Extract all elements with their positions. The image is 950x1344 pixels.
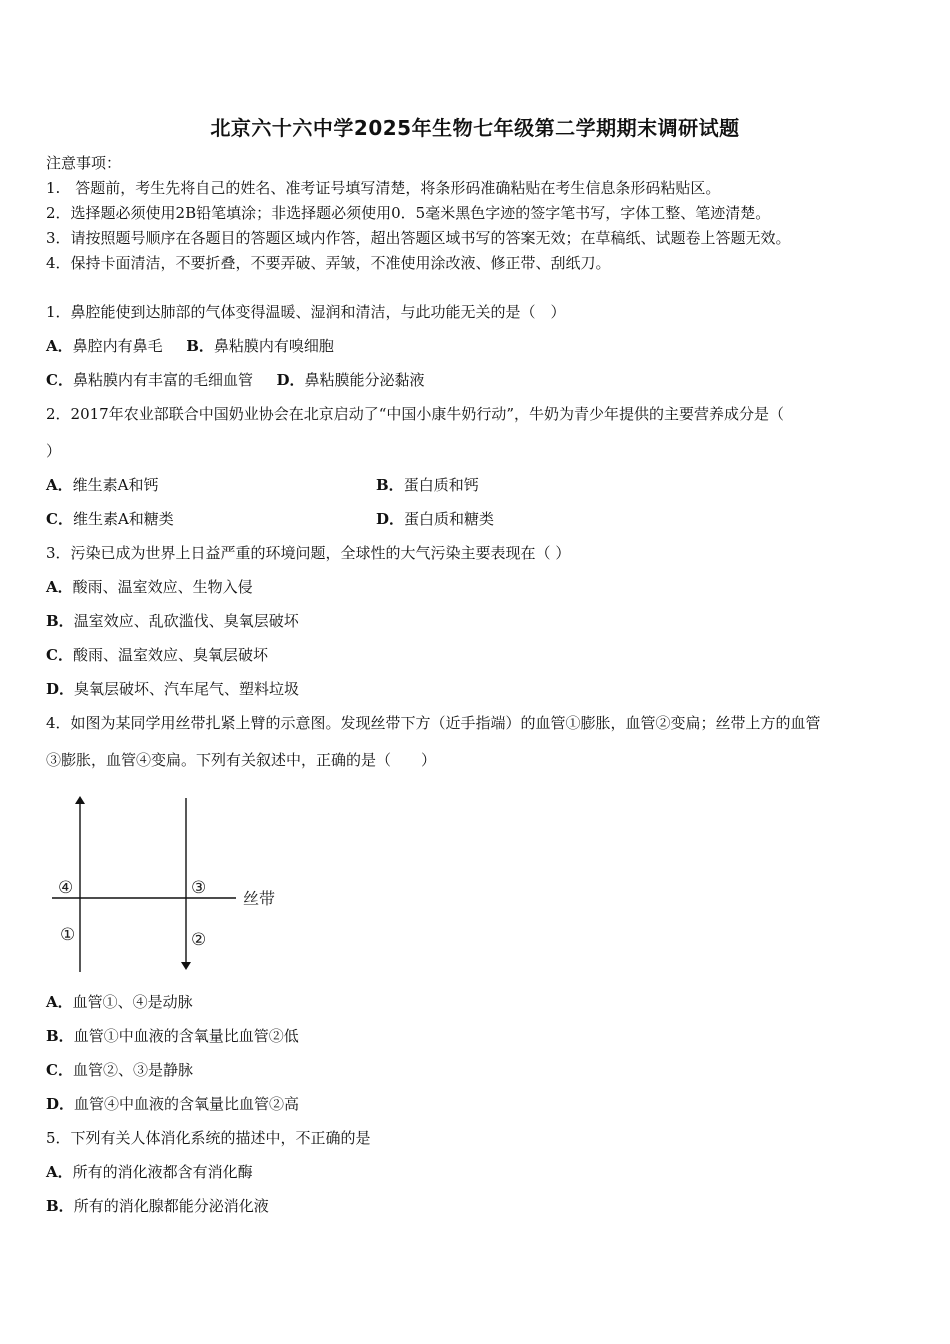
armband-diagram: [44, 790, 294, 980]
notice-item-4: 4．保持卡面清洁，不要折叠，不要弄破、弄皱，不准使用涂改液、修正带、刮纸刀。: [46, 254, 611, 272]
q3-option-c-label: C．: [46, 646, 73, 664]
q3-option-d: 臭氧层破坏、汽车尾气、塑料垃圾: [74, 680, 300, 698]
q3-option-c: 酸雨、温室效应、臭氧层破坏: [72, 646, 268, 664]
q4-option-b: 血管①中血液的含氧量比血管②低: [73, 1027, 299, 1045]
q1-option-a-label: A．: [46, 337, 73, 355]
vessel-4-mark: ④: [58, 878, 74, 898]
band-label: 丝带: [243, 889, 276, 908]
q4-stem-line2: ③膨胀，血管④变扁。下列有关叙述中，正确的是（ ）: [46, 751, 437, 769]
q2-option-d-row: [376, 508, 494, 529]
q2-option-d-label: D．: [376, 510, 405, 528]
page-title: 北京六十六中学2025年生物七年级第二学期期末调研试题: [210, 116, 740, 140]
q1-options-cd: [46, 369, 425, 390]
q2-option-c-row: [46, 508, 174, 529]
q4-option-c-row: [46, 1059, 193, 1080]
q3-option-b-row: [46, 610, 299, 631]
q5-stem: 5．下列有关人体消化系统的描述中，不正确的是: [46, 1129, 371, 1147]
q4-option-a-row: [46, 991, 193, 1012]
q5-option-a-label: A．: [46, 1163, 73, 1181]
q5-option-b-row: [46, 1195, 269, 1216]
q5-option-a-row: [46, 1161, 253, 1182]
q2-option-d: 蛋白质和糖类: [404, 510, 495, 528]
q1-stem: 1．鼻腔能使到达肺部的气体变得温暖、湿润和清洁，与此功能无关的是（ ）: [46, 303, 566, 321]
q2-stem-line1: 2．2017年农业部联合中国奶业协会在北京启动了“中国小康牛奶行动”，牛奶为青少年提供的主要营养成分是（: [46, 405, 785, 423]
q3-option-b-label: B．: [46, 612, 74, 630]
q3-stem: 3．污染已成为世界上日益严重的环境问题，全球性的大气污染主要表现在（ ）: [46, 544, 571, 562]
q4-option-a-label: A．: [46, 993, 73, 1011]
vessel-2-mark: ②: [191, 930, 207, 950]
q3-option-d-label: D．: [46, 680, 75, 698]
q3-option-a-row: [46, 576, 253, 597]
q1-option-d: 鼻粘膜能分泌黏液: [304, 371, 425, 389]
notice-heading: 注意事项：: [46, 154, 122, 172]
q1-option-c-label: C．: [46, 371, 73, 389]
q1-option-c: 鼻粘膜内有丰富的毛细血管: [72, 371, 253, 389]
q2-stem-line2: ）: [46, 442, 62, 460]
notice-item-2: 2．选择题必须使用2B铅笔填涂；非选择题必须使用0．5毫米黑色字迹的签字笔书写，字体工整、笔迹清楚。: [46, 204, 771, 222]
q3-option-a: 酸雨、温室效应、生物入侵: [72, 578, 253, 596]
q5-option-b: 所有的消化腺都能分泌消化液: [73, 1197, 269, 1215]
q2-option-b-row: [376, 474, 479, 495]
q4-option-a: 血管①、④是动脉: [72, 993, 193, 1011]
q3-option-c-row: [46, 644, 268, 665]
notice-item-3: 3．请按照题号顺序在各题目的答题区域内作答，超出答题区域书写的答案无效；在草稿纸、试题卷上答题无效。: [46, 229, 791, 247]
q4-stem-line1: 4．如图为某同学用丝带扎紧上臂的示意图。发现丝带下方（近手指端）的血管①膨胀，血管②变扁；丝带上方的血管: [46, 714, 821, 732]
notice-item-1: 1. 答题前，考生先将自己的姓名、准考证号填写清楚，将条形码准确粘贴在考生信息条形码粘贴区。: [46, 179, 721, 197]
q4-option-d: 血管④中血液的含氧量比血管②高: [74, 1095, 300, 1113]
q2-option-c-label: C．: [46, 510, 73, 528]
q2-option-a: 维生素A和钙: [72, 476, 159, 494]
q4-option-c-label: C．: [46, 1061, 73, 1079]
q1-options-ab: [46, 335, 334, 356]
q1-option-a: 鼻腔内有鼻毛: [72, 337, 163, 355]
q5-option-b-label: B．: [46, 1197, 74, 1215]
q1-option-b-label: B．: [186, 337, 214, 355]
q4-option-c: 血管②、③是静脉: [72, 1061, 193, 1079]
q3-option-a-label: A．: [46, 578, 73, 596]
q3-option-d-row: [46, 678, 299, 699]
q2-option-b-label: B．: [376, 476, 404, 494]
q5-option-a: 所有的消化液都含有消化酶: [72, 1163, 253, 1181]
q2-option-a-row: [46, 474, 158, 495]
q2-option-a-label: A．: [46, 476, 73, 494]
q1-option-b: 鼻粘膜内有嗅细胞: [213, 337, 334, 355]
q4-option-d-label: D．: [46, 1095, 75, 1113]
vessel-1-mark: ①: [60, 925, 76, 945]
q4-option-b-row: [46, 1025, 299, 1046]
vessel-3-mark: ③: [191, 878, 207, 898]
q3-option-b: 温室效应、乱砍滥伐、臭氧层破坏: [73, 612, 299, 630]
q1-option-d-label: D．: [276, 371, 305, 389]
q4-option-b-label: B．: [46, 1027, 74, 1045]
q2-option-b: 蛋白质和钙: [403, 476, 479, 494]
q4-option-d-row: [46, 1093, 299, 1114]
q2-option-c: 维生素A和糖类: [72, 510, 174, 528]
